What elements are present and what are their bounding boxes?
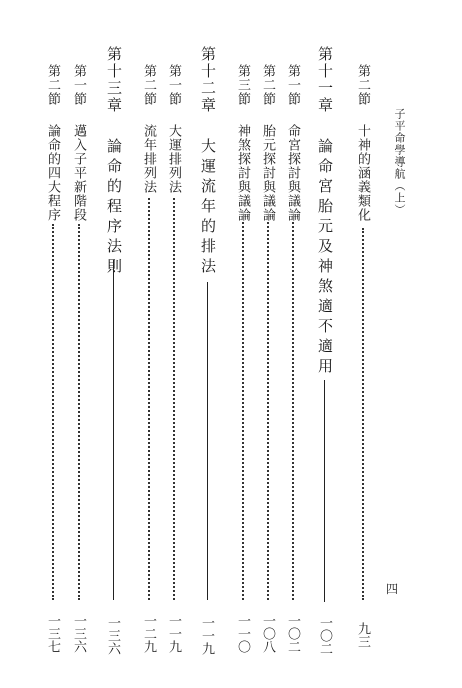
running-head: 子平命學導航（上） [393, 108, 406, 216]
leader-dots [78, 224, 80, 600]
chapter-label: 第十二章 [199, 46, 217, 114]
section-title: 論命的四大程序 [45, 124, 60, 222]
leader-dots [292, 222, 294, 600]
chapter-label: 第十一章 [316, 46, 334, 114]
section-label: 第三節 [235, 64, 250, 106]
section-label: 第二節 [355, 64, 370, 106]
page-number: 一一〇 [235, 614, 250, 653]
page-number: 一〇八 [260, 614, 275, 653]
section-label: 第二節 [141, 64, 156, 106]
section-title: 流年排列法 [141, 124, 156, 194]
section-label: 第一節 [166, 64, 181, 106]
section-title: 神煞探討與議論 [235, 124, 250, 222]
section-label: 第一節 [71, 64, 86, 106]
page-number: 一三六 [71, 614, 86, 653]
page-number: 九三 [355, 622, 370, 648]
page-number: 一〇二 [285, 614, 300, 653]
leader-dots [242, 222, 244, 600]
chapter-title: 論命的程序法則 [105, 138, 123, 278]
section-title: 胎元探討與議論 [260, 124, 275, 222]
leader-dots [267, 222, 269, 600]
section-title: 十神的涵義類化 [355, 124, 370, 222]
section-title: 命宮探討與議論 [285, 124, 300, 222]
section-title: 大運排列法 [166, 124, 181, 194]
section-title: 邁入子平新階段 [71, 124, 86, 222]
chapter-label: 第十三章 [105, 46, 123, 114]
page-number: 一二九 [141, 614, 156, 653]
leader-dots [148, 198, 150, 600]
leader-rule [207, 282, 208, 600]
leader-dots [362, 228, 364, 600]
section-label: 第一節 [285, 64, 300, 106]
section-label: 第二節 [260, 64, 275, 106]
chapter-title: 大運流年的排法 [199, 138, 217, 278]
page-number: 一三七 [45, 614, 60, 653]
page-number: 一一九 [166, 614, 181, 653]
section-label: 第二節 [45, 64, 60, 106]
leader-dots [52, 224, 54, 600]
chapter-title: 論命宮胎元及神煞適不適用 [316, 138, 334, 378]
leader-rule [113, 260, 114, 600]
page-number: 一三六 [105, 616, 120, 655]
page-folio: 四 [386, 582, 399, 596]
leader-rule [324, 380, 325, 602]
leader-dots [173, 198, 175, 600]
page-number: 一一九 [199, 616, 214, 655]
page-number: 一〇二 [317, 616, 332, 655]
